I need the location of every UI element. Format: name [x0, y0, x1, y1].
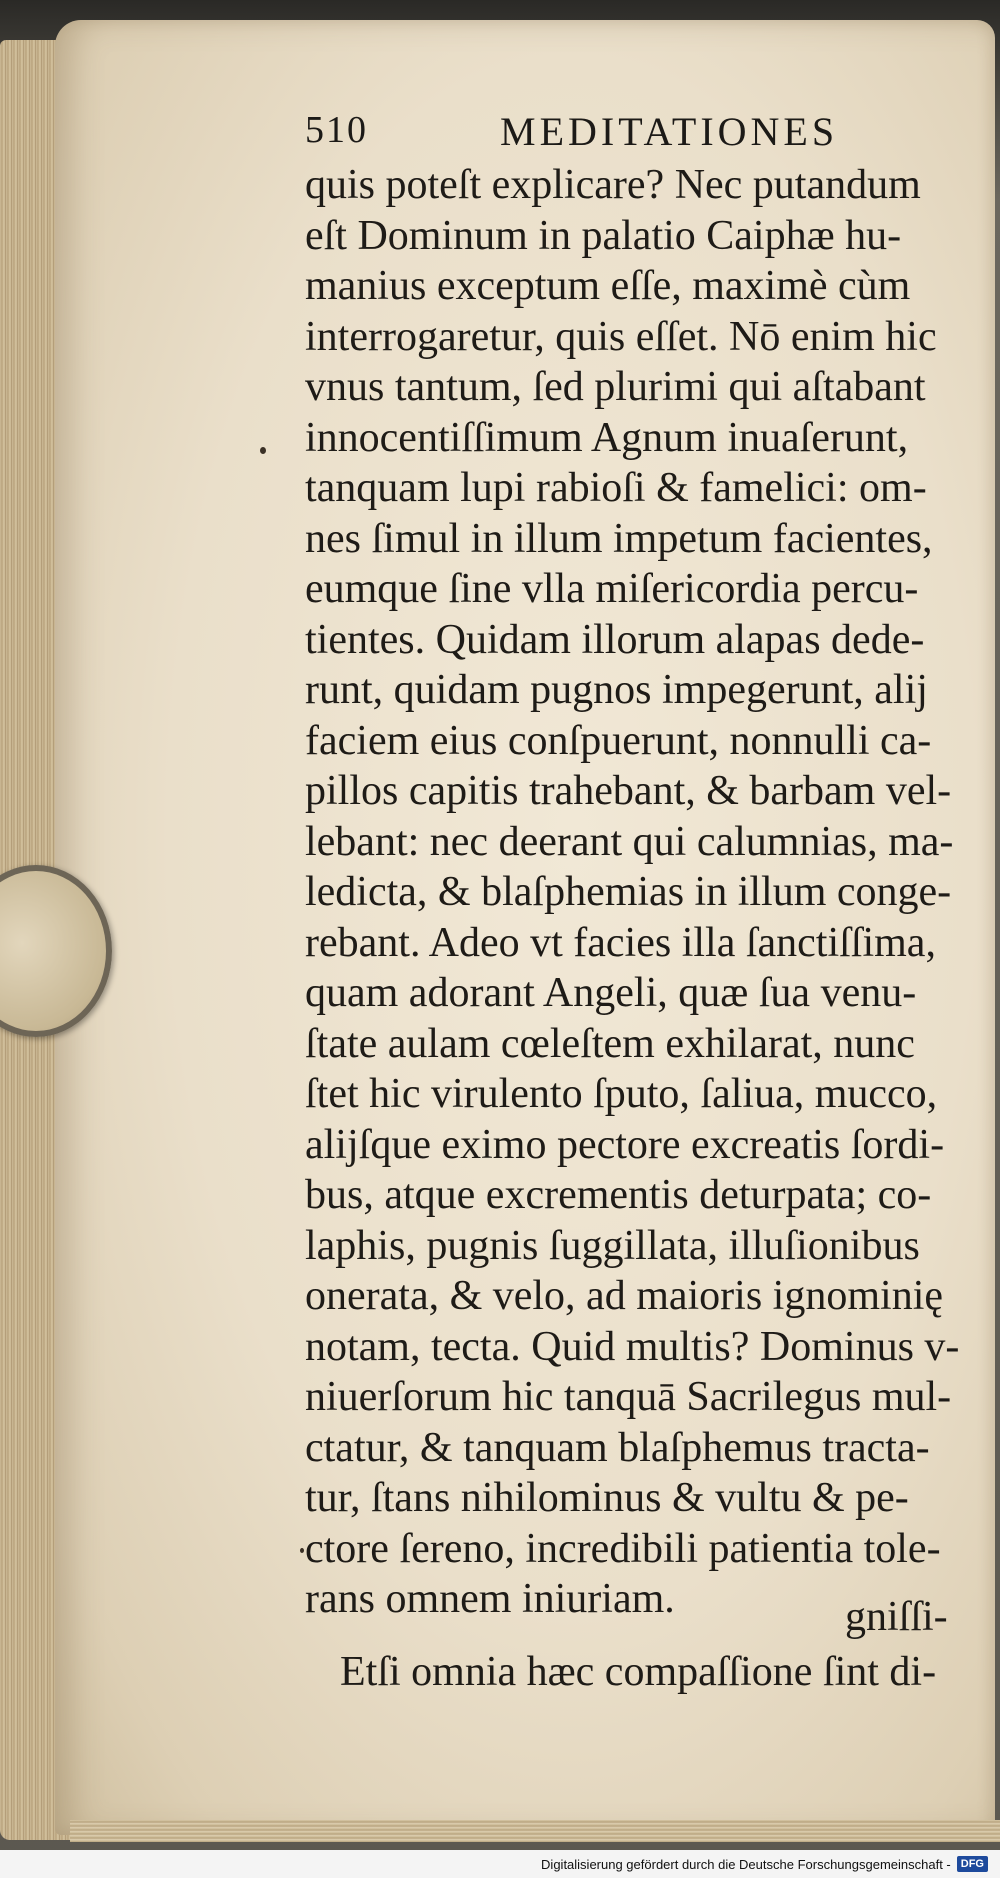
text-line: rebant. Adeo vt facies illa ſanctiſſima,: [305, 919, 936, 966]
text-line: notam, tecta. Quid multis? Dominus v-: [305, 1323, 960, 1370]
book-bottom-edge: [70, 1820, 1000, 1842]
text-line: ſtet hic virulento ſputo, ſaliua, mucco,: [305, 1071, 938, 1117]
text-line: ledicta, & blaſphemias in illum conge-: [305, 869, 952, 915]
text-line: eumque ſine vlla miſericordia percu-: [305, 566, 919, 612]
paragraph-start-line: Etſi omnia hæc compaſſione ſint di-: [340, 1648, 937, 1695]
text-line: rans omnem iniuriam.: [305, 1576, 675, 1622]
text-line: vnus tantum, ſed plurimi qui aſtabant: [305, 364, 926, 410]
text-line: quis poteſt explicare? Nec putandum: [305, 162, 921, 208]
text-line: quam adorant Angeli, quæ ſua venu-: [305, 970, 917, 1016]
text-line: innocentiſſimum Agnum inuaſerunt,: [305, 414, 909, 461]
text-line: niuerſorum hic tanquā Sacrilegus mul-: [305, 1374, 952, 1420]
funding-credit: Digitalisierung gefördert durch die Deutsche Forschungsgemeinschaft -: [541, 1856, 951, 1872]
text-line: onerata, & velo, ad maioris ignominię: [305, 1273, 943, 1319]
digitization-footer: [541, 1853, 988, 1875]
dfg-logo: DFG: [957, 1856, 988, 1872]
ink-speck: [300, 1548, 304, 1553]
text-line: eſt Dominum in palatio Caiphæ hu-: [305, 212, 902, 259]
catchword: gniſſi-: [845, 1594, 948, 1640]
ink-speck: [260, 447, 266, 454]
text-line: alijſque eximo pectore excreatis ſordi-: [305, 1121, 945, 1168]
text-line: tientes. Quidam illorum alapas dede-: [305, 616, 925, 663]
text-line: ſtate aulam cœleſtem exhilarat, nunc: [305, 1020, 915, 1067]
body-text: [305, 160, 965, 1697]
text-line: lebant: nec deerant qui calumnias, ma-: [305, 818, 954, 865]
text-line: runt, quidam pugnos impegerunt, alij: [305, 667, 928, 713]
text-line: ctore ſereno, incredibili patientia tole-: [305, 1525, 941, 1572]
running-title: MEDITATIONES: [500, 109, 839, 154]
text-line: laphis, pugnis ſuggillata, illuſionibus: [305, 1222, 920, 1269]
text-line: ctatur, & tanquam blaſphemus tracta-: [305, 1424, 930, 1471]
text-line: manius exceptum eſſe, maximè cùm: [305, 263, 911, 309]
text-line: pillos capitis trahebant, & barbam vel-: [305, 768, 952, 814]
text-line: faciem eius conſpuerunt, nonnulli ca-: [305, 717, 932, 764]
text-line: bus, atque excrementis deturpata; co-: [305, 1172, 932, 1218]
text-line: interrogaretur, quis eſſet. Nō enim hic: [305, 313, 937, 360]
text-line: tur, ſtans nihilominus & vultu & pe-: [305, 1475, 909, 1521]
text-line: tanquam lupi rabioſi & famelici: om-: [305, 465, 927, 511]
page-header: [305, 108, 905, 156]
page-number: 510: [305, 109, 368, 151]
text-line: nes ſimul in illum impetum facientes,: [305, 515, 933, 562]
